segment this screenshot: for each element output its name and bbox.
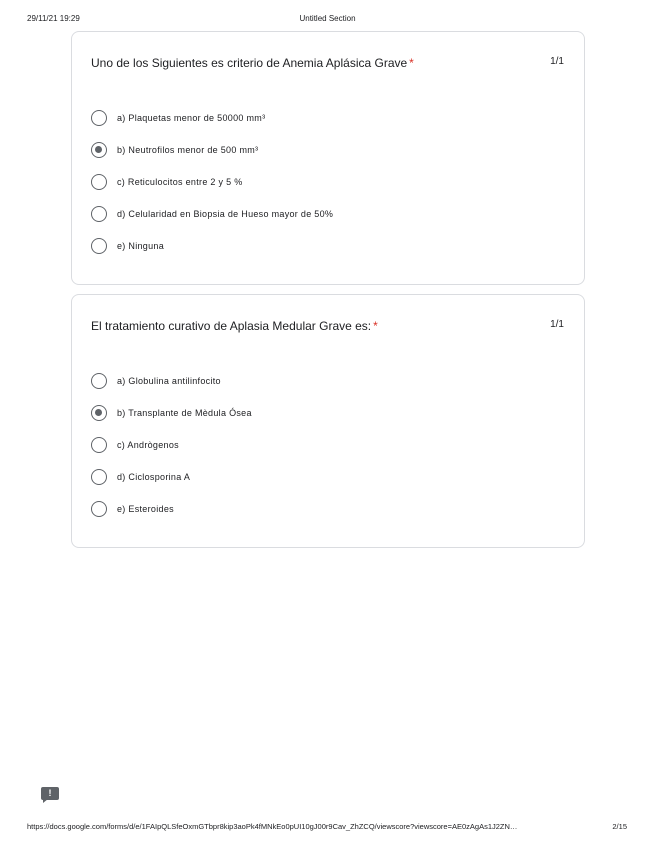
radio-button-selected[interactable]: [91, 405, 107, 421]
option-label: b) Neutrofilos menor de 500 mm³: [117, 145, 259, 155]
option-label: a) Globulina antilinfocito: [117, 376, 221, 386]
option-label: c) Andrògenos: [117, 440, 179, 450]
question-header: [91, 54, 564, 72]
option-b[interactable]: [91, 134, 333, 166]
print-footer: [0, 822, 655, 834]
radio-button[interactable]: [91, 238, 107, 254]
option-label: d) Ciclosporina A: [117, 472, 191, 482]
print-date: 29/11/21 19:29: [27, 14, 80, 23]
radio-button[interactable]: [91, 437, 107, 453]
question-score: 1/1: [550, 319, 564, 330]
option-d[interactable]: [91, 198, 333, 230]
question-header: [91, 317, 564, 335]
radio-button-selected[interactable]: [91, 142, 107, 158]
radio-button[interactable]: [91, 373, 107, 389]
question-score: 1/1: [550, 56, 564, 67]
print-header: [0, 14, 655, 28]
option-a[interactable]: [91, 365, 252, 397]
required-asterisk: *: [409, 56, 414, 70]
print-title: Untitled Section: [299, 14, 356, 23]
option-e[interactable]: [91, 493, 252, 525]
exclamation-icon: !: [48, 788, 52, 798]
feedback-icon[interactable]: [41, 787, 59, 803]
options-list: [91, 365, 252, 525]
option-label: e) Esteroides: [117, 504, 174, 514]
option-c[interactable]: [91, 429, 252, 461]
options-list: [91, 102, 333, 262]
option-a[interactable]: [91, 102, 333, 134]
required-asterisk: *: [373, 319, 378, 333]
question-title: Uno de los Siguientes es criterio de Anemia Aplásica Grave *: [91, 56, 414, 70]
option-label: d) Celularidad en Biopsia de Hueso mayor de 50%: [117, 209, 334, 219]
option-label: a) Plaquetas menor de 50000 mm³: [117, 113, 266, 123]
option-label: e) Ninguna: [117, 241, 165, 251]
radio-button[interactable]: [91, 110, 107, 126]
radio-button[interactable]: [91, 174, 107, 190]
option-label: c) Reticulocitos entre 2 y 5 %: [117, 177, 243, 187]
radio-button[interactable]: [91, 469, 107, 485]
print-url: https://docs.google.com/forms/d/e/1FAIpQLSfeOxmGTbpr8kip3aoPk4fMNkEo0pUI10gJ00r9Cav_ZhZCQ/viewscore?viewscore=AE0zAgAs1J2ZN…: [27, 822, 518, 831]
option-c[interactable]: [91, 166, 333, 198]
radio-button[interactable]: [91, 206, 107, 222]
question-card: [71, 31, 585, 285]
option-d[interactable]: [91, 461, 252, 493]
option-e[interactable]: [91, 230, 333, 262]
option-b[interactable]: [91, 397, 252, 429]
radio-button[interactable]: [91, 501, 107, 517]
option-label: b) Transplante de Mèdula Ósea: [117, 408, 252, 418]
question-card: [71, 294, 585, 548]
question-title: El tratamiento curativo de Aplasia Medular Grave es: *: [91, 319, 378, 333]
page-number: 2/15: [612, 822, 627, 831]
